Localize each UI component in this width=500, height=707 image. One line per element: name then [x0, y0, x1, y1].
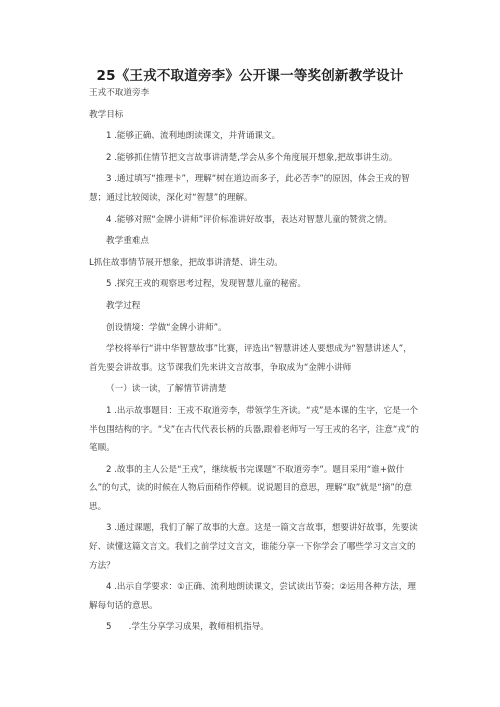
objective-2: 2 .能够抓住情节把文言故事讲清楚,学会从多个角度展开想象,把故事讲生动。: [106, 152, 398, 163]
section-heading-process: 教学过程: [106, 300, 141, 311]
document-title: 25《王戎不取道旁李》公开课一等奖创新教学设计: [96, 68, 404, 84]
step-3: 3 .通过课题，我们了解了故事的大意。这是一篇文言故事，想要讲好故事，先要读好、读懂这篇文言文。我们之前学过文言文，谁能分享一下你学会了哪些学习文言文的方法？: [89, 523, 418, 571]
step-4: 4 .出示自学要求：①正确、流利地朗读课文，尝试读出节奏；②运用各种方法，理解每句话的意思。: [89, 582, 416, 611]
section-heading-objectives: 教学目标: [89, 109, 124, 120]
step-1: 1 .出示故事题目：王戎不取道旁李，带领学生齐读。“戎”是本课的生字，它是一个半包围结构的字。“戈”在古代代表长柄的兵器,跟着老师写一写王戎的名字，注意“戎”的笔顺。: [89, 405, 419, 454]
subsection-heading-1: （一）读一读，了解情节讲清楚: [106, 384, 227, 395]
scenario-intro: 创设情境：学做“金牌小讲师”。: [106, 322, 227, 333]
step-2: 2 .故事的主人公是“王戎”，继续板书完课题“不取道旁李”。题目采用“谁+做什么”的句式，读的时候在人物后面稍作停顿。说说题目的意思，理解“取”就是“摘”的意思。: [89, 464, 413, 512]
document-body: [89, 84, 419, 640]
key-point-2: 5 .探究王戎的观察思考过程，发现智慧儿童的秘密。: [106, 279, 306, 290]
lesson-name: 王戎不取道旁李: [89, 88, 150, 98]
objective-1: 1 .能够正确、流利地朗读课文，并背诵课文。: [106, 131, 281, 142]
scenario-description: 学校将举行“讲中华智慧故事”比赛，评选出“智慧讲述人要想成为“智慧讲述人”，首先要会讲故事。这节课我们先来讲文言故事，争取成为“金牌小讲师: [89, 344, 412, 373]
key-point-1: L抓住故事情节展开想象，把故事讲清楚、讲生动。: [89, 257, 283, 268]
objective-4: 4 .能够对照“金牌小讲师”评价标准讲好故事，表达对智慧儿童的赞赏之情。: [106, 214, 393, 225]
objective-3: 3 .通过填写“推理卡”，理解“树在道边而多子，此必苦李”的原因，体会王戎的智慧；通过比较阅读，深化对“智慧”的理解。: [89, 174, 410, 203]
step-5: 5 .学生分享学习成果，教师相机指导。: [106, 622, 269, 633]
section-heading-key-points: 教学重难点: [106, 236, 149, 247]
